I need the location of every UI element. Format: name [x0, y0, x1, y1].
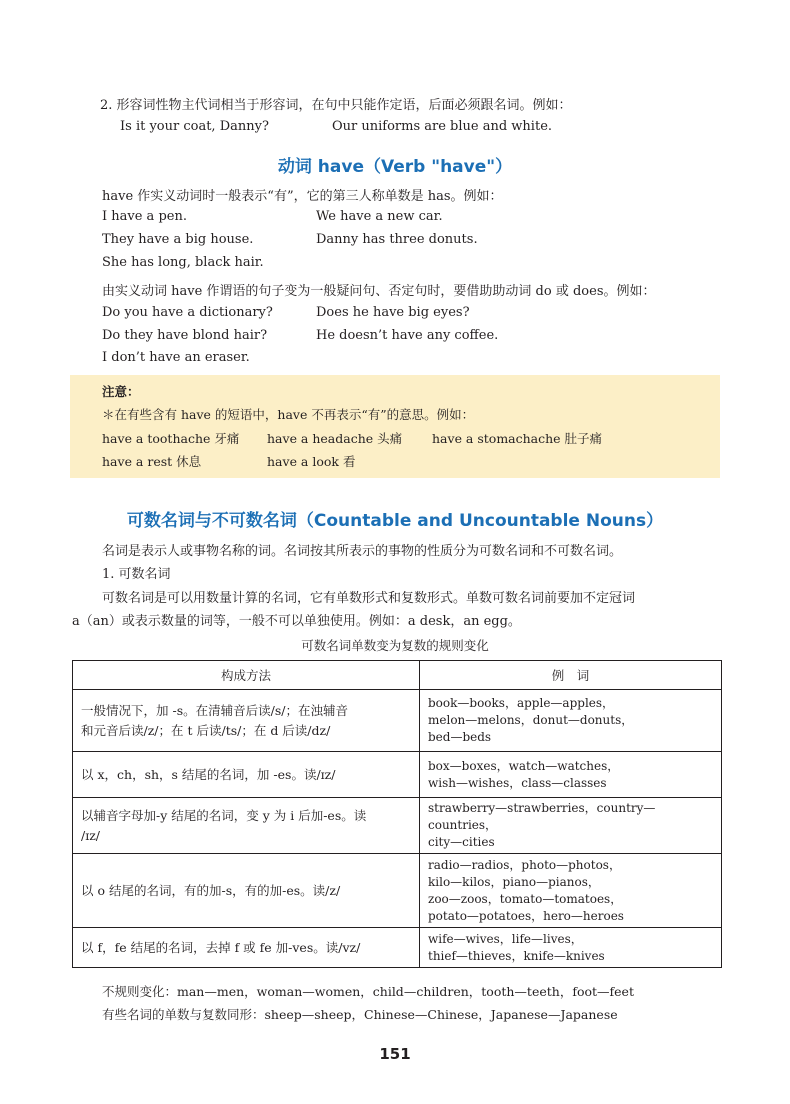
rule-method-line: /ɪz/: [81, 827, 101, 843]
nouns-intro: 名词是表示人或事物名称的词。名词按其所表示的事物的性质分为可数名词和不可数名词。: [102, 544, 623, 559]
example-line: zoo—zoos，tomato—tomatoes，: [428, 891, 623, 906]
page-number: 151: [379, 1045, 411, 1063]
example-line: strawberry—strawberries，country—countries，: [428, 801, 656, 832]
example-line: wife—wives，life—lives，: [428, 931, 583, 946]
have-example: Danny has three donuts.: [316, 232, 478, 247]
example-line: radio—radios，photo—photos，: [428, 857, 621, 872]
nouns-heading: 可数名词与不可数名词（Countable and Uncountable Nouns）: [126, 511, 664, 531]
rule-method: [73, 752, 420, 798]
example-line: city—cities: [428, 835, 495, 849]
nouns-paragraph-line: 可数名词是可以用数量计算的名词，它有单数形式和复数形式。单数可数名词前要加不定冠词: [102, 591, 636, 606]
have-question-example: He doesn’t have any coffee.: [316, 328, 499, 343]
rule-method-line: 以 o 结尾的名词，有的加-s，有的加-es。读/z/: [81, 882, 341, 898]
table-row: [73, 928, 722, 968]
example-line: wish—wishes，class—classes: [428, 775, 607, 790]
have-question-example: I don’t have an eraser.: [102, 350, 250, 365]
plural-rules-table: [72, 660, 722, 968]
table-caption: 可数名词单数变为复数的规则变化: [301, 638, 489, 653]
have-example: She has long, black hair.: [102, 255, 264, 270]
nouns-paragraph-line: a（an）或表示数量的词等，一般不可以单独使用。例如：a desk，an egg。: [72, 614, 521, 629]
rule-method: [73, 690, 420, 752]
have-question-example: Do they have blond hair?: [102, 328, 268, 343]
rule-method-line: 以 f，fe 结尾的名词，去掉 f 或 fe 加-ves。读/vz/: [81, 939, 361, 955]
note-phrase: have a toothache 牙痛: [102, 431, 240, 446]
nouns-subheading: 1. 可数名词: [102, 567, 171, 582]
irregular-plurals: 不规则变化：man—men，woman—women，child—children，tooth—teeth，foot—feet: [102, 984, 634, 999]
note-phrase: have a headache 头痛: [267, 431, 403, 446]
have-example: I have a pen.: [102, 209, 187, 224]
note-text: ＊在有些含有 have 的短语中，have 不再表示“有”的意思。例如：: [102, 407, 475, 422]
note-box: [70, 375, 720, 478]
have-heading: 动词 have（Verb "have"）: [277, 157, 513, 177]
note-phrase: have a rest 休息: [102, 454, 202, 469]
have-question-example: Does he have big eyes?: [316, 305, 470, 320]
example-line: kilo—kilos，piano—pianos，: [428, 874, 600, 889]
table-row: [73, 690, 722, 752]
note-title: 注意：: [102, 384, 140, 399]
note-phrase: have a look 看: [267, 454, 356, 469]
example-line: potato—potatoes，hero—heroes: [428, 908, 624, 923]
same-form-plurals: 有些名词的单数与复数同形：sheep—sheep，Chinese—Chinese，Japanese—Japanese: [102, 1007, 618, 1022]
have-intro: have 作实义动词时一般表示“有”，它的第三人称单数是 has。例如：: [102, 189, 503, 204]
rule-method-line: 一般情况下，加 -s。在清辅音后读/s/；在浊辅音: [81, 702, 348, 718]
rule-method: [73, 798, 420, 854]
example-right: Our uniforms are blue and white.: [332, 119, 553, 134]
table-row: [73, 752, 722, 798]
rule-examples: [420, 928, 722, 968]
table-row: [73, 798, 722, 854]
rule-2-text: 2. 形容词性物主代词相当于形容词，在句中只能作定语，后面必须跟名词。例如：: [100, 98, 572, 113]
rule-examples: [420, 752, 722, 798]
rule-method-line: 和元音后读/z/；在 t 后读/ts/；在 d 后读/dz/: [81, 722, 331, 738]
example-line: thief—thieves，knife—knives: [428, 948, 605, 963]
rule-method: [73, 928, 420, 968]
table-header: 例 词: [420, 661, 722, 690]
have-question-example: Do you have a dictionary?: [102, 305, 273, 320]
example-line: box—boxes，watch—watches，: [428, 758, 620, 773]
example-line: book—books，apple—apples，: [428, 696, 615, 710]
have-intro-2: 由实义动词 have 作谓语的句子变为一般疑问句、否定句时，要借助助动词 do 或 does。例如：: [102, 284, 656, 299]
rule-method-line: 以辅音字母加-y 结尾的名词，变 y 为 i 后加-es。读: [81, 807, 367, 823]
rule-examples: [420, 690, 722, 752]
example-left: Is it your coat, Danny?: [120, 119, 269, 134]
example-line: bed—beds: [428, 730, 492, 744]
table-row: [73, 854, 722, 928]
rule-method: [73, 854, 420, 928]
note-phrase: have a stomachache 肚子痛: [432, 431, 603, 446]
have-example: They have a big house.: [102, 232, 254, 247]
table-header: 构成方法: [73, 661, 420, 690]
rule-examples: [420, 798, 722, 854]
have-example: We have a new car.: [316, 209, 443, 224]
example-line: melon—melons，donut—donuts，: [428, 713, 634, 727]
rule-examples: [420, 854, 722, 928]
rule-method-line: 以 x，ch，sh，s 结尾的名词，加 -es。读/ɪz/: [81, 766, 336, 782]
